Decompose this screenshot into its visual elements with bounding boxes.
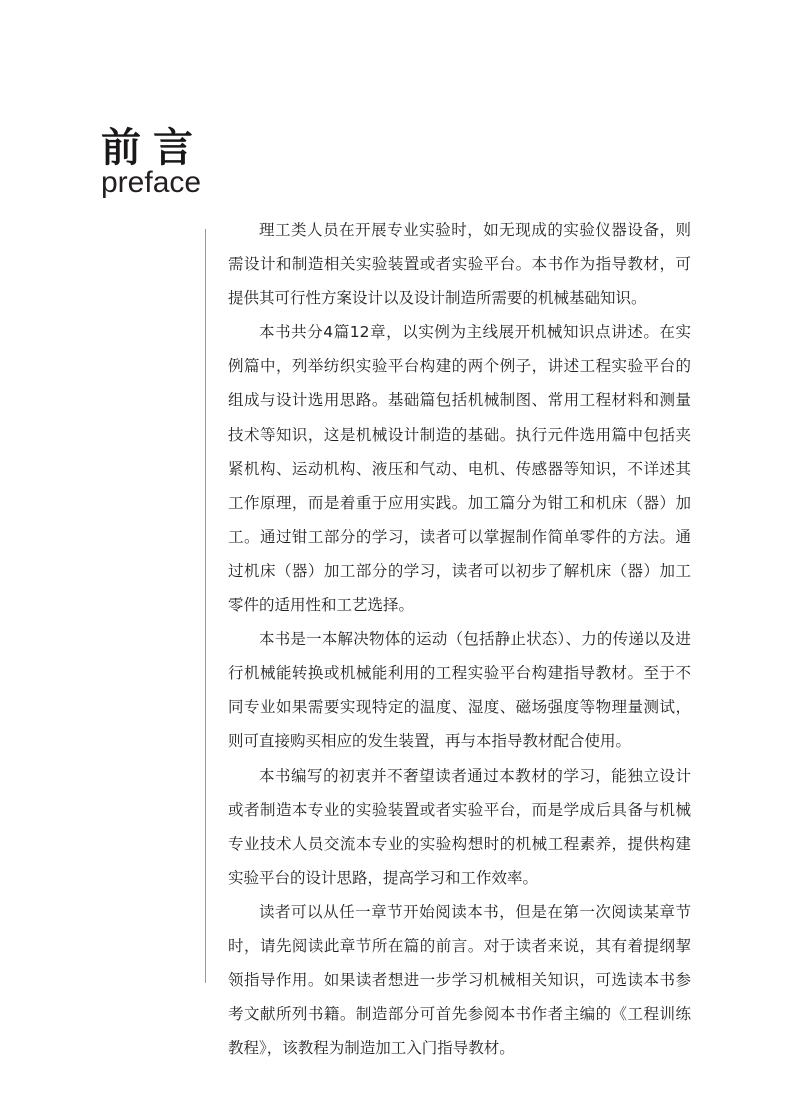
paragraph-purpose: 理工类人员在开展专业实验时，如无现成的实验仪器设备，则需设计和制造相关实验装置或者实验平台。本书作为指导教材，可提供其可行性方案设计以及设计制造所需要的机械基础知识。	[228, 221, 691, 308]
preface-body	[228, 213, 691, 1065]
paragraph-reading-guide: 读者可以从任一章节开始阅读本书，但是在第一次阅读某章节时，请先阅读此章节所在篇的前言。对于读者来说，其有着提纲挈领指导作用。如果读者想进一步学习机械相关知识，可选读本书参考文献所列书籍。制造部分可首先参阅本书作者主编的《工程训练教程》，该教程为制造加工入门指导教材。	[228, 902, 691, 1058]
paragraph-intent: 本书编写的初衷并不奢望读者通过本教材的学习，能独立设计或者制造本专业的实验装置或者实验平台，而是学成后具备与机械专业技术人员交流本专业的实验构想时的机械工程素养，提供构建实验平台的设计思路，提高学习和工作效率。	[228, 766, 691, 887]
heading-title-english: preface	[101, 166, 202, 199]
paragraph-scope: 本书是一本解决物体的运动（包括静止状态）、力的传递以及进行机械能转换或机械能利用的工程实验平台构建指导教材。至于不同专业如果需要实现特定的温度、湿度、磁场强度等物理量测试，则可直接购买相应的发生装置，再与本指导教材配合使用。	[228, 630, 691, 751]
heading-title-chinese: 前言	[101, 124, 205, 171]
vertical-divider	[205, 229, 206, 983]
page-heading	[101, 126, 205, 198]
paragraph-structure: 本书共分4篇12章，以实例为主线展开机械知识点讲述。在实例篇中，列举纺织实验平台构建的两个例子，讲述工程实验平台的组成与设计选用思路。基础篇包括机械制图、常用工程材料和测量技术等知识，这是机械设计制造的基础。执行元件选用篇中包括夹紧机构、运动机构、液压和气动、电机、传感器等知识，不详述其工作原理，而是着重于应用实践。加工篇分为钳工和机床（器）加工。通过钳工部分的学习，读者可以掌握制作简单零件的方法。通过机床（器）加工部分的学习，读者可以初步了解机床（器）加工零件的适用性和工艺选择。	[228, 323, 691, 615]
